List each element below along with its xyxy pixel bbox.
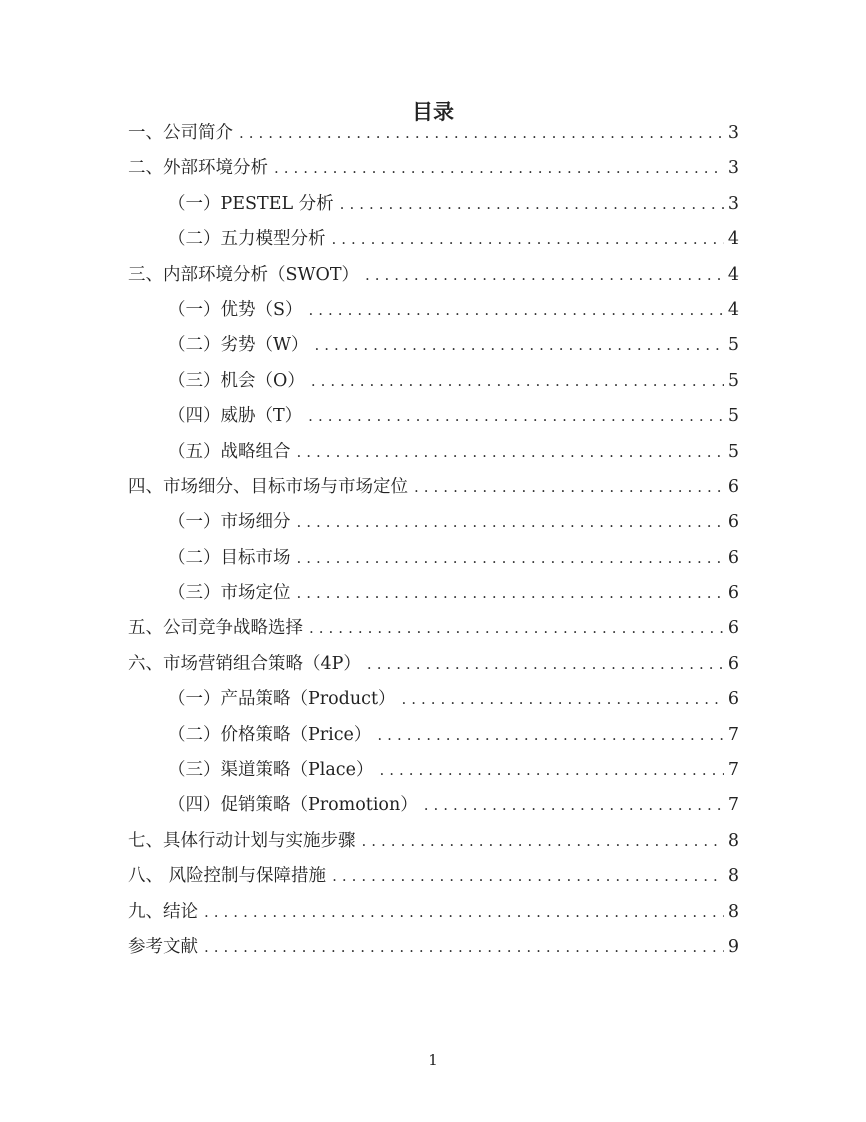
dot-leader — [204, 895, 724, 930]
toc-entry-label: 参考文献 — [128, 936, 198, 957]
toc-entry[interactable] — [128, 505, 739, 540]
toc-entry-label: 九、结论 — [128, 901, 198, 922]
dot-leader — [274, 151, 724, 186]
toc-entry-label: 六、市场营销组合策略（4P） — [128, 653, 361, 674]
toc-entry-page-number: 7 — [727, 795, 739, 816]
toc-entry-label: 五、公司竞争战略选择 — [128, 618, 303, 639]
toc-entry-label: （一）PESTEL 分析 — [168, 193, 334, 214]
toc-entry-page-number: 4 — [727, 299, 739, 320]
dot-leader — [340, 187, 724, 222]
toc-entry[interactable] — [128, 258, 739, 293]
toc-entry[interactable] — [128, 647, 739, 682]
dot-leader — [297, 576, 724, 611]
toc-entry-page-number: 4 — [727, 229, 739, 250]
toc-entry-page-number: 6 — [727, 618, 739, 639]
dot-leader — [377, 718, 723, 753]
toc-entry[interactable] — [128, 328, 739, 363]
dot-leader — [297, 541, 724, 576]
dot-leader — [204, 930, 724, 965]
dot-leader — [308, 399, 724, 434]
toc-entry[interactable] — [128, 399, 739, 434]
toc-entry-page-number: 3 — [727, 158, 739, 179]
toc-entry-label: 八、 风险控制与保障措施 — [128, 866, 327, 887]
dot-leader — [309, 293, 724, 328]
toc-entry[interactable] — [128, 895, 739, 930]
toc-entry-page-number: 7 — [727, 724, 739, 745]
toc-entry[interactable] — [128, 470, 739, 505]
dot-leader — [297, 505, 724, 540]
dot-leader — [424, 788, 724, 823]
dot-leader — [332, 859, 724, 894]
toc-entry-page-number: 3 — [727, 193, 739, 214]
table-of-contents — [128, 116, 739, 965]
toc-entry-page-number: 5 — [727, 441, 739, 462]
toc-entry-label: 一、公司简介 — [128, 123, 233, 143]
toc-entry[interactable] — [128, 222, 739, 257]
toc-entry-page-number: 6 — [727, 547, 739, 568]
toc-entry-label: 三、内部环境分析（SWOT） — [128, 264, 359, 285]
dot-leader — [365, 258, 724, 293]
toc-entry-page-number: 6 — [727, 512, 739, 533]
dot-leader — [332, 222, 724, 257]
toc-entry-page-number: 9 — [727, 936, 739, 957]
toc-entry-label: （四）促销策略（Promotion） — [168, 795, 418, 816]
toc-entry[interactable] — [128, 718, 739, 753]
toc-entry-page-number: 7 — [727, 760, 739, 781]
toc-entry-label: 四、市场细分、目标市场与市场定位 — [128, 476, 408, 497]
toc-entry-label: （一）市场细分 — [168, 512, 291, 533]
toc-entry-label: 七、具体行动计划与实施步骤 — [128, 830, 356, 851]
toc-entry-page-number: 5 — [727, 335, 739, 356]
toc-entry-page-number: 6 — [727, 653, 739, 674]
toc-entry[interactable] — [128, 151, 739, 186]
dot-leader — [367, 647, 724, 682]
toc-entry-page-number: 4 — [727, 264, 739, 285]
toc-entry-label: （四）威胁（T） — [168, 406, 303, 427]
dot-leader — [362, 824, 724, 859]
toc-entry[interactable] — [128, 116, 739, 151]
toc-entry-page-number: 8 — [727, 830, 739, 851]
toc-entry-label: 二、外部环境分析 — [128, 158, 268, 179]
dot-leader — [239, 116, 724, 151]
dot-leader — [309, 611, 724, 646]
toc-entry[interactable] — [128, 788, 739, 823]
toc-entry-page-number: 6 — [727, 476, 739, 497]
dot-leader — [401, 682, 723, 717]
toc-entry[interactable] — [128, 859, 739, 894]
dot-leader — [311, 364, 724, 399]
toc-entry-page-number: 5 — [727, 370, 739, 391]
toc-entry[interactable] — [128, 682, 739, 717]
toc-entry-label: （三）机会（O） — [168, 370, 305, 391]
toc-entry[interactable] — [128, 824, 739, 859]
toc-entry-page-number: 6 — [727, 583, 739, 604]
toc-entry[interactable] — [128, 753, 739, 788]
toc-entry[interactable] — [128, 293, 739, 328]
toc-entry-page-number: 8 — [727, 866, 739, 887]
toc-entry-label: （一）优势（S） — [168, 299, 303, 320]
toc-entry[interactable] — [128, 364, 739, 399]
toc-entry-label: （三）市场定位 — [168, 583, 291, 604]
toc-entry-page-number: 8 — [727, 901, 739, 922]
toc-entry[interactable] — [128, 187, 739, 222]
footer-page-number: 1 — [428, 1051, 438, 1069]
dot-leader — [297, 435, 724, 470]
toc-entry[interactable] — [128, 611, 739, 646]
toc-entry[interactable] — [128, 576, 739, 611]
toc-entry[interactable] — [128, 541, 739, 576]
toc-entry-label: （二）价格策略（Price） — [168, 724, 372, 745]
toc-entry-label: （二）劣势（W） — [168, 335, 309, 356]
toc-entry-label: （三）渠道策略（Place） — [168, 760, 374, 781]
toc-entry-label: （一）产品策略（Product） — [168, 689, 396, 710]
dot-leader — [414, 470, 724, 505]
dot-leader — [379, 753, 723, 788]
toc-entry-label: （五）战略组合 — [168, 441, 291, 462]
toc-title: 目录 — [412, 100, 454, 124]
dot-leader — [315, 328, 724, 363]
toc-entry[interactable] — [128, 930, 739, 965]
toc-entry-label: （二）五力模型分析 — [168, 229, 326, 250]
toc-entry-page-number: 6 — [727, 689, 739, 710]
toc-entry[interactable] — [128, 435, 739, 470]
toc-entry-label: （二）目标市场 — [168, 547, 291, 568]
toc-entry-page-number: 5 — [727, 406, 739, 427]
toc-entry-page-number: 3 — [727, 123, 739, 143]
